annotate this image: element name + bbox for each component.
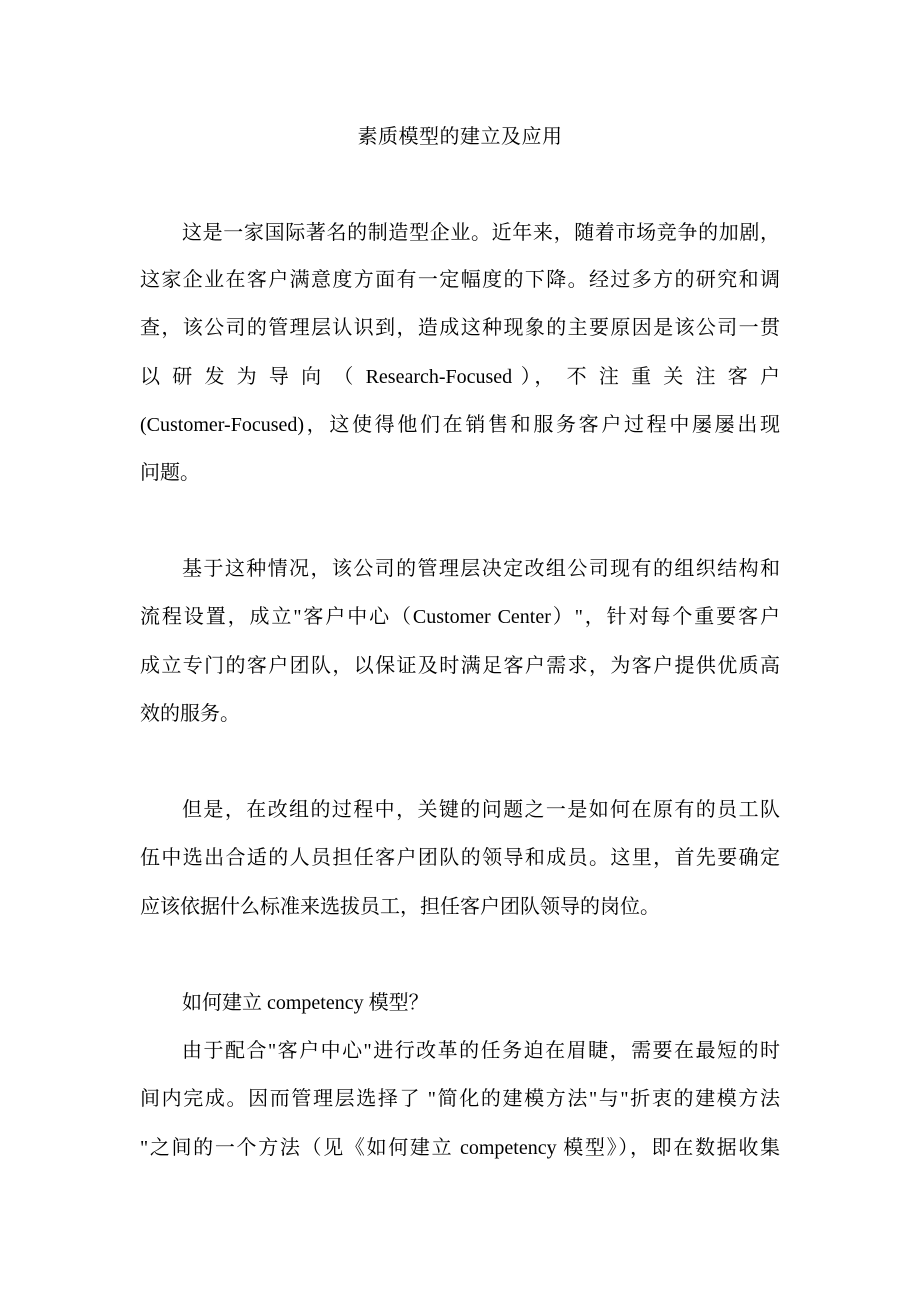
paragraph-3-line-3: 应该依据什么标准来选拔员工，担任客户团队领导的岗位。 — [140, 896, 660, 918]
paragraph-1-line-6: 问题。 — [140, 462, 200, 484]
paragraph-3-line-1: 但是，在改组的过程中，关键的问题之一是如何在原有的员工队 — [182, 799, 780, 821]
paragraph-1-line-4: 以 研 发 为 导 向 （ Research-Focused ）， 不 注 重 关 注 客 户 — [140, 366, 780, 388]
document-title: 素质模型的建立及应用 — [357, 126, 563, 148]
section-heading: 如何建立 competency 模型？ — [182, 992, 429, 1014]
paragraph-2-line-3: 成立专门的客户团队，以保证及时满足客户需求，为客户提供优质高 — [140, 655, 780, 677]
paragraph-1-line-2: 这家企业在客户满意度方面有一定幅度的下降。经过多方的研究和调 — [140, 269, 780, 291]
paragraph-4-line-1: 由于配合"客户中心"进行改革的任务迫在眉睫，需要在最短的时 — [182, 1040, 780, 1062]
paragraph-2-line-2: 流程设置，成立"客户中心（Customer Center）"，针对每个重要客户 — [140, 606, 780, 628]
paragraph-1-line-5: (Customer-Focused)，这使得他们在销售和服务客户过程中屡屡出现 — [140, 414, 780, 436]
paragraph-4-line-3: "之间的一个方法（见《如何建立 competency 模型》），即在数据收集 — [140, 1137, 780, 1159]
paragraph-4-line-2: 间内完成。因而管理层选择了 "简化的建模方法"与"折衷的建模方法 — [140, 1088, 780, 1110]
paragraph-3-line-2: 伍中选出合适的人员担任客户团队的领导和成员。这里，首先要确定 — [140, 847, 780, 869]
paragraph-1-line-1: 这是一家国际著名的制造型企业。近年来，随着市场竞争的加剧， — [182, 222, 780, 244]
paragraph-2-line-1: 基于这种情况，该公司的管理层决定改组公司现有的组织结构和 — [182, 558, 780, 580]
paragraph-2-line-4: 效的服务。 — [140, 703, 240, 725]
paragraph-1-line-3: 查，该公司的管理层认识到，造成这种现象的主要原因是该公司一贯 — [140, 317, 780, 339]
